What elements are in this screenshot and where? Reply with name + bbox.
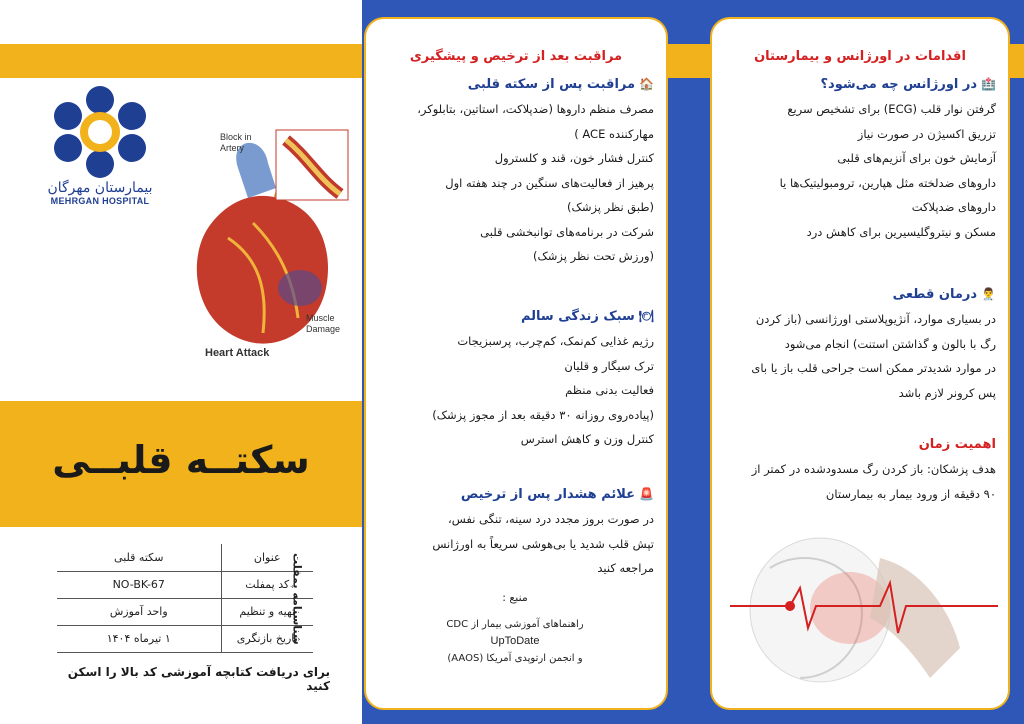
- list-item: (طبق نظر پزشک): [567, 200, 654, 214]
- list-item: (ورزش تحت نظر پزشک): [532, 249, 654, 263]
- lifestyle-section: [376, 309, 654, 452]
- hospital-icon: 🏥: [981, 77, 996, 91]
- source-item: UpToDate: [490, 634, 540, 647]
- section-title: 🍽سبک زندگی سالم: [520, 309, 654, 324]
- list-item: پس کرونر لازم باشد: [898, 385, 996, 400]
- list-item: داروهای ضدلخته مثل هپارین، ترومبولیتیک‌ها یا: [779, 175, 996, 190]
- label-damage: Damage: [306, 324, 341, 334]
- id-value: واحد آموزش: [57, 598, 221, 625]
- emergency-section: [722, 77, 996, 244]
- list-item: تزریق اکسیژن در صورت نیاز: [857, 126, 996, 141]
- section-title: 🏥در اورژانس چه می‌شود؟: [820, 77, 996, 92]
- id-key: تهیه و تنظیم: [221, 598, 313, 625]
- aftercare-panel: [364, 17, 668, 710]
- table-row: [57, 544, 313, 571]
- warning-section: [376, 487, 654, 667]
- logo-mark-icon: [54, 86, 146, 178]
- list-item: پرهیز از فعالیت‌های سنگین در چند هفته اول: [445, 175, 654, 190]
- cover-title: سکتــه قلبــی: [52, 438, 310, 482]
- id-value: سکته قلبی: [57, 544, 221, 571]
- list-item: در موارد شدیدتر ممکن است جراحی قلب باز یا بای: [751, 361, 996, 375]
- table-row: [57, 598, 313, 625]
- list-item: ترک سیگار و قلیان: [564, 358, 654, 373]
- time-importance-section: [722, 437, 996, 506]
- top-band-middle: [668, 44, 710, 78]
- chest-pain-illustration: [730, 528, 998, 692]
- list-item: در صورت بروز مجدد درد سینه، تنگی نفس،: [448, 512, 654, 526]
- list-item: مهارکننده ACE ): [574, 126, 654, 141]
- heart-attack-illustration: [168, 128, 358, 360]
- logo-english-text: MEHRGAN HOSPITAL: [50, 196, 150, 206]
- table-row: [57, 571, 313, 598]
- cover-panel: [0, 0, 362, 724]
- list-item: کنترل وزن و کاهش استرس: [520, 432, 654, 446]
- source-item: راهنماهای آموزشی بیمار از CDC: [446, 618, 584, 630]
- id-value: NO-BK-67: [57, 571, 221, 598]
- pamphlet-id-table: [57, 544, 313, 653]
- id-card-side-label: [284, 540, 310, 658]
- logo-persian-text: بیمارستان مهرگان: [47, 180, 153, 196]
- list-item: گرفتن نوار قلب (ECG) برای تشخیص سریع: [787, 102, 996, 116]
- aftercare-heading: مراقبت بعد از ترخیص و پیشگیری: [409, 49, 623, 64]
- label-artery: Artery: [220, 143, 245, 153]
- list-item: رژیم غذایی کم‌نمک، کم‌چرب، پرسبزیجات: [457, 334, 654, 348]
- list-item: مسکن و نیتروگلیسیرین برای کاهش درد: [806, 224, 996, 239]
- list-item: هدف پزشکان: باز کردن رگ مسدودشده در کمتر از: [751, 462, 996, 476]
- section-title: 🚨علائم هشدار پس از ترخیص: [460, 487, 654, 502]
- siren-icon: 🚨: [639, 487, 654, 501]
- doctor-icon: 👨‍⚕️: [981, 287, 996, 301]
- section-title: اهمیت زمان: [918, 437, 996, 452]
- list-item: داروهای ضدپلاکت: [911, 200, 996, 214]
- list-item: در بسیاری موارد، آنژیوپلاستی اورژانسی (باز کردن: [755, 312, 996, 326]
- list-item: مصرف منظم داروها (ضدپلاکت، استاتین، بتابلوکر،: [417, 102, 654, 116]
- treatment-section: [722, 287, 996, 405]
- id-key: تاریخ بازنگری: [221, 625, 313, 652]
- house-icon: 🏠: [639, 77, 654, 91]
- emergency-heading: اقدامات در اورژانس و بیمارستان: [754, 49, 966, 64]
- scan-instruction: برای دریافت کتابچه آموزشی کد بالا را اسکن کنید: [67, 665, 330, 693]
- list-item: فعالیت بدنی منظم: [565, 383, 654, 397]
- list-item: شرکت در برنامه‌های توانبخشی قلبی: [480, 224, 654, 239]
- illustration-caption: Heart Attack: [205, 347, 270, 359]
- label-muscle: Muscle: [306, 313, 335, 323]
- list-item: تپش قلب شدید یا بی‌هوشی سریعاً به اورژانس: [432, 536, 654, 551]
- list-item: مراجعه کنید: [597, 561, 654, 575]
- id-key: کد پمفلت: [221, 571, 313, 598]
- label-block: Block in: [220, 132, 252, 142]
- list-item: (پیاده‌روی روزانه ۳۰ دقیقه بعد از مجوز پزشک): [432, 407, 654, 422]
- list-item: کنترل فشار خون، قند و کلسترول: [494, 151, 654, 165]
- top-band-right: [1010, 44, 1024, 78]
- list-item: آزمایش خون برای آنزیم‌های قلبی: [837, 151, 996, 165]
- cover-top-band: [0, 44, 362, 78]
- section-title: 🏠مراقبت پس از سکته قلبی: [467, 77, 654, 92]
- id-value: ۱ تیرماه ۱۴۰۴: [57, 625, 221, 652]
- id-key: عنوان: [221, 544, 313, 571]
- list-item: رگ با بالون و گذاشتن استنت) انجام می‌شود: [784, 336, 996, 351]
- section-title: 👨‍⚕️درمان قطعی: [892, 287, 996, 302]
- source-item: و انجمن ارتوپدی آمریکا (AAOS): [447, 652, 583, 664]
- table-row: [57, 625, 313, 652]
- plate-icon: 🍽: [638, 309, 654, 323]
- list-item: ۹۰ دقیقه از ورود بیمار به بیمارستان: [825, 486, 996, 501]
- sources-label: منبع :: [502, 590, 528, 604]
- id-card-title: شناسنامه پمفلت: [290, 553, 304, 645]
- hospital-logo: [40, 86, 160, 206]
- aftercare-section: [376, 77, 654, 269]
